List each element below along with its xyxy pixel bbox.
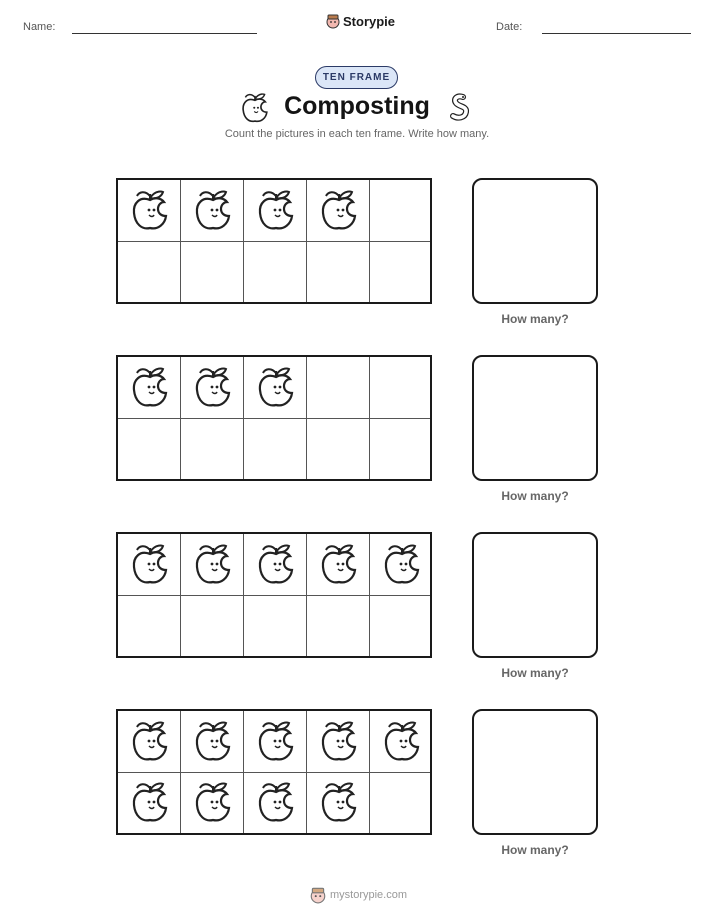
answer-box[interactable]: [472, 532, 598, 658]
answer-box[interactable]: [472, 178, 598, 304]
how-many-label: How many?: [501, 312, 569, 326]
how-many-label: How many?: [501, 489, 569, 503]
how-many-label: How many?: [501, 843, 569, 857]
frame-cell: [244, 180, 307, 242]
ten-frame: [116, 178, 432, 304]
frame-cell: [370, 418, 433, 480]
footer: [310, 886, 407, 904]
frame-cell: [181, 357, 244, 419]
frame-cell: [181, 711, 244, 773]
instructions: Count the pictures in each ten frame. Write how many.: [224, 128, 490, 140]
apple-core-icon: [319, 186, 359, 237]
date-line[interactable]: [542, 33, 691, 34]
frame-cell: [118, 241, 181, 303]
storypie-mascot-icon: [326, 13, 340, 29]
frame-cell: [370, 241, 433, 303]
frame-cell: [244, 534, 307, 596]
frame-cell: [307, 772, 370, 834]
apple-core-icon: [256, 717, 296, 768]
ten-frame: [116, 532, 432, 658]
footer-url: mystorypie.com: [330, 889, 408, 901]
ten-frame: [116, 355, 432, 481]
apple-core-icon: [256, 778, 296, 829]
frame-cell: [370, 772, 433, 834]
frame-cell: [181, 534, 244, 596]
apple-core-icon: [130, 540, 170, 591]
frame-cell: [370, 534, 433, 596]
frame-cell: [370, 180, 433, 242]
storypie-mascot-icon: [310, 886, 326, 904]
frame-cell: [307, 180, 370, 242]
frame-cell: [244, 595, 307, 657]
frame-cell: [307, 241, 370, 303]
frame-cell: [307, 534, 370, 596]
frame-cell: [244, 418, 307, 480]
apple-core-icon: [130, 717, 170, 768]
frame-cell: [181, 772, 244, 834]
brand-logo: [326, 13, 395, 29]
answer-box[interactable]: [472, 709, 598, 835]
apple-core-icon: [319, 540, 359, 591]
frame-cell: [118, 357, 181, 419]
apple-core-icon: [130, 363, 170, 414]
frame-cell: [118, 180, 181, 242]
apple-core-icon: [193, 717, 233, 768]
page-title: Composting: [284, 92, 430, 120]
frame-cell: [181, 241, 244, 303]
apple-core-icon: [382, 540, 422, 591]
apple-core-icon: [130, 186, 170, 237]
frame-cell: [118, 534, 181, 596]
ten-frame-badge: TEN FRAME: [315, 66, 398, 89]
worm-icon: [446, 92, 472, 129]
name-line[interactable]: [72, 33, 257, 34]
apple-core-icon: [256, 540, 296, 591]
frame-cell: [307, 418, 370, 480]
apple-core-icon: [319, 778, 359, 829]
frame-cell: [118, 711, 181, 773]
frame-cell: [181, 180, 244, 242]
frame-cell: [244, 772, 307, 834]
apple-core-icon: [319, 717, 359, 768]
apple-core-icon: [193, 186, 233, 237]
frame-cell: [307, 711, 370, 773]
frame-cell: [307, 357, 370, 419]
frame-cell: [181, 595, 244, 657]
apple-core-icon: [256, 186, 296, 237]
frame-cell: [307, 595, 370, 657]
apple-core-icon: [193, 363, 233, 414]
frame-cell: [181, 418, 244, 480]
ten-frame: [116, 709, 432, 835]
how-many-label: How many?: [501, 666, 569, 680]
frame-cell: [118, 418, 181, 480]
frame-cell: [244, 241, 307, 303]
answer-box[interactable]: [472, 355, 598, 481]
name-label: Name:: [23, 21, 56, 33]
frame-cell: [370, 711, 433, 773]
frame-cell: [244, 357, 307, 419]
frame-cell: [118, 595, 181, 657]
apple-core-icon: [130, 778, 170, 829]
apple-core-icon: [382, 717, 422, 768]
frame-cell: [244, 711, 307, 773]
date-label: Date:: [496, 21, 523, 33]
apple-core-icon: [256, 363, 296, 414]
frame-cell: [118, 772, 181, 834]
brand-name: Storypie: [343, 13, 396, 29]
frame-cell: [370, 357, 433, 419]
title-row: [0, 90, 714, 130]
apple-core-icon: [193, 778, 233, 829]
apple-core-icon: [193, 540, 233, 591]
frame-cell: [370, 595, 433, 657]
